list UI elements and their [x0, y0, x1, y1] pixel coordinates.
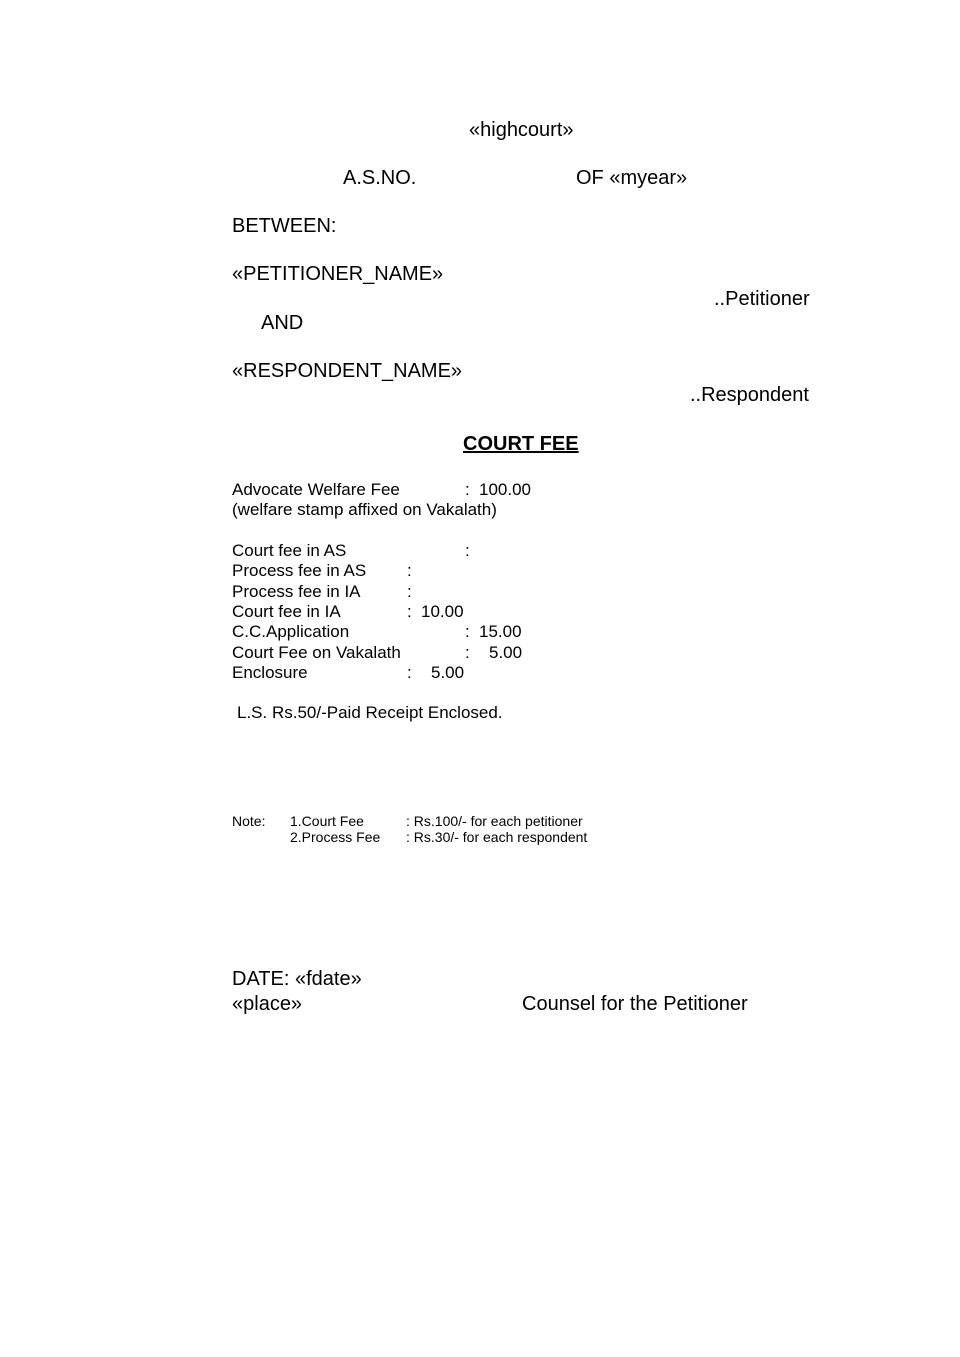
fee-colon: : [407, 602, 412, 621]
fee-value: 15.00 [479, 622, 522, 641]
receipt-note: L.S. Rs.50/-Paid Receipt Enclosed. [237, 703, 503, 722]
fee-colon: : [407, 663, 412, 682]
between-label: BETWEEN: [232, 215, 337, 237]
note-text: : Rs.30/- for each respondent [406, 829, 588, 845]
welfare-fee-value: 100.00 [479, 480, 531, 499]
fee-label: Court fee in AS [232, 541, 347, 560]
petitioner-role: ..Petitioner [714, 288, 810, 310]
fee-label: Enclosure [232, 663, 308, 682]
court-name: «highcourt» [469, 119, 574, 141]
fee-colon: : [407, 561, 412, 580]
welfare-fee-colon: : [465, 480, 470, 499]
fee-label: C.C.Application [232, 622, 350, 641]
case-number-label: A.S.NO. [343, 167, 417, 189]
note-text: : Rs.100/- for each petitioner [406, 813, 583, 829]
respondent-role: ..Respondent [690, 384, 809, 406]
fee-colon: : [465, 622, 470, 641]
petitioner-name: «PETITIONER_NAME» [232, 263, 444, 285]
fee-value: 5.00 [489, 643, 523, 662]
signature-line: Counsel for the Petitioner [522, 993, 748, 1015]
note-label: Note: [232, 813, 266, 829]
welfare-fee-label: Advocate Welfare Fee [232, 480, 400, 499]
fee-colon: : [465, 541, 470, 560]
welfare-fee-note: (welfare stamp affixed on Vakalath) [232, 500, 497, 519]
fee-label: Court Fee on Vakalath [232, 643, 401, 662]
fee-value: 5.00 [431, 663, 465, 682]
respondent-name: «RESPONDENT_NAME» [232, 360, 463, 382]
note-item: 1.Court Fee [290, 813, 364, 829]
case-year-label: OF «myear» [576, 167, 688, 189]
and-label: AND [261, 312, 304, 334]
fee-colon: : [407, 582, 412, 601]
fee-colon: : [465, 643, 470, 662]
fee-value: 10.00 [421, 602, 464, 621]
fee-label: Process fee in IA [232, 582, 361, 601]
place-line: «place» [232, 993, 303, 1015]
fee-label: Court fee in IA [232, 602, 341, 621]
fee-label: Process fee in AS [232, 561, 367, 580]
note-item: 2.Process Fee [290, 829, 381, 845]
court-fee-title: COURT FEE [463, 433, 579, 455]
date-line: DATE: «fdate» [232, 968, 362, 990]
